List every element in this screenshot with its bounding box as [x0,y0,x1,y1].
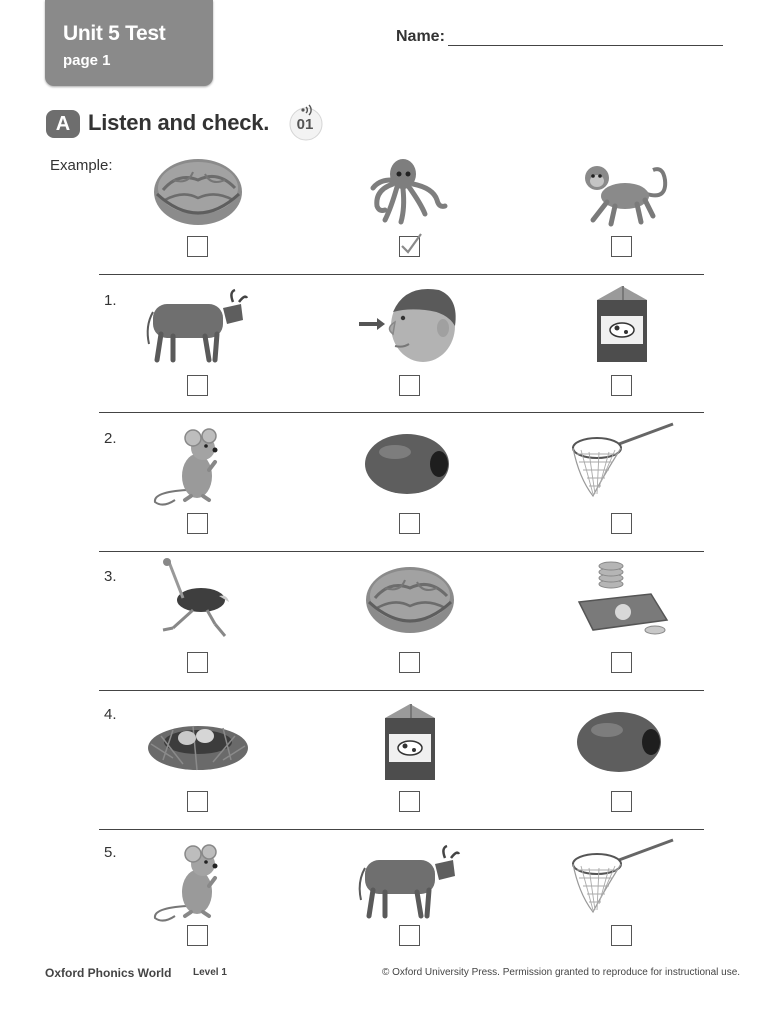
example-label: Example: [50,157,113,174]
answer-checkbox[interactable] [399,925,420,946]
audio-track-badge [289,102,323,142]
answer-checkbox[interactable] [611,236,632,257]
row-divider [99,690,704,691]
money-picture [567,558,677,642]
mouse-picture [143,838,253,922]
answer-checkbox[interactable] [187,925,208,946]
question-number: 2. [104,430,117,447]
answer-checkbox[interactable] [187,513,208,534]
unit-title: Unit 5 Test [63,22,166,45]
answer-checkbox[interactable] [399,375,420,396]
net-picture [567,422,677,506]
name-field[interactable] [448,45,723,46]
row-divider [99,274,704,275]
answer-checkbox[interactable] [187,791,208,812]
name-label: Name: [396,28,445,45]
octopus-picture [355,150,465,234]
answer-checkbox[interactable] [611,375,632,396]
footer-level: Level 1 [193,967,227,978]
section-letter-badge: A [46,110,80,138]
answer-checkbox[interactable] [611,925,632,946]
mouse-picture [143,422,253,506]
row-divider [99,412,704,413]
ox-picture [143,282,253,366]
row-divider [99,551,704,552]
walnut-picture [355,558,465,642]
answer-checkbox[interactable] [611,791,632,812]
answer-checkbox[interactable] [187,236,208,257]
answer-checkbox[interactable] [399,652,420,673]
ostrich-picture [143,558,253,642]
answer-checkbox[interactable] [611,513,632,534]
page-label: page 1 [63,52,111,69]
footer-copyright: © Oxford University Press. Permission granted to reproduce for instructional use. [382,967,741,978]
answer-checkbox[interactable] [399,791,420,812]
answer-checkbox[interactable] [611,652,632,673]
question-number: 4. [104,706,117,723]
answer-checkbox[interactable] [399,513,420,534]
milk-carton-picture [355,700,465,784]
olive-picture [567,700,677,784]
footer-brand: Oxford Phonics World [45,966,172,980]
olive-picture [355,422,465,506]
track-number: 01 [296,116,314,133]
unit-tab [45,0,213,86]
milk-carton-picture [567,282,677,366]
answer-checkbox[interactable] [187,652,208,673]
net-picture [567,838,677,922]
section-instruction: Listen and check. [88,110,270,135]
question-number: 5. [104,844,117,861]
ox-picture [355,838,465,922]
nest-picture [143,700,253,784]
answer-checkbox[interactable] [399,236,420,257]
row-divider [99,829,704,830]
question-number: 3. [104,568,117,585]
monkey-picture [567,150,677,234]
checkmark-icon [399,232,423,256]
nose-picture [355,282,465,366]
walnut-picture [143,150,253,234]
question-number: 1. [104,292,117,309]
answer-checkbox[interactable] [187,375,208,396]
